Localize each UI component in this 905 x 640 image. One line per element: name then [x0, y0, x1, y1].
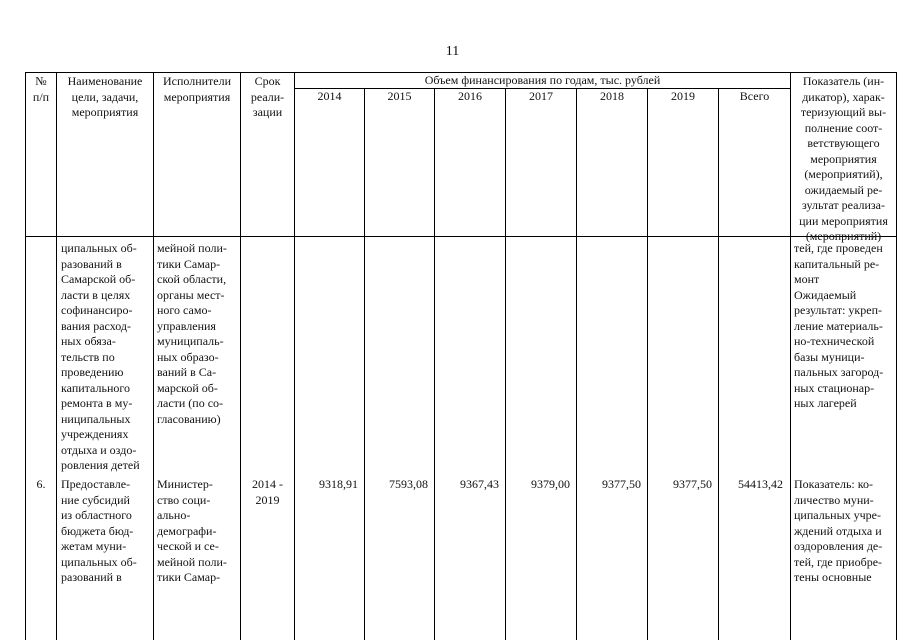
- year-2015: 2015: [387, 89, 412, 103]
- row-6-name: Предоставле- ние субсидий из областного бюджета бюд- жетам муни- ципальных об- разований в: [61, 477, 137, 584]
- year-2014: 2014: [317, 89, 342, 103]
- header-name: Наименование цели, задачи, мероприятия: [67, 74, 143, 119]
- row-6-indicator: Показатель: ко- личество муни- ципальных учре- ждений отдыха и оздоровления де- тей, где приобре- тены основные: [794, 477, 883, 584]
- row-6-value-2015: 7593,08: [389, 477, 428, 491]
- header-num: № п/п: [32, 74, 50, 104]
- year-2019: 2019: [671, 89, 695, 103]
- header-term: Срок реали- зации: [250, 74, 285, 119]
- row-6-term: 2014 - 2019: [252, 477, 283, 507]
- row-6-executors: Министер- ство соци- ально- демографи- ческой и се- мейной поли- тики Самар-: [157, 477, 227, 584]
- row-6-value-2019: 9377,50: [673, 477, 712, 491]
- header-executors: Исполнители мероприятия: [162, 74, 232, 104]
- row-6-value-2017: 9379,00: [531, 477, 570, 491]
- continued-row-executors: мейной поли- тики Самар- ской области, органы мест- ного само- управления муниципаль- ных образо- ваний в Са- марской об- ласти (по со- гласованию): [157, 241, 227, 426]
- year-2017: 2017: [529, 89, 553, 103]
- row-6-value-2018: 9377,50: [602, 477, 641, 491]
- continued-row-indicator: тей, где проведен капитальный ре- монт Ожидаемый результат: укреп- ление материаль- но-технической базы муници- пальных загород- ных стационар- ных лагерей: [794, 241, 884, 410]
- year-total: Всего: [739, 89, 770, 103]
- year-2018: 2018: [600, 89, 624, 103]
- continued-row-name: ципальных об- разований в Самарской об- ласти в целях софинансиро- вания расход- ных обяза- тельств по проведению капитального ремонта в му- ниципальных учреждениях отдыха и оздо- ровления детей: [61, 241, 140, 472]
- row-6-num: 6.: [36, 477, 46, 491]
- row-6-value-2014: 9318,91: [319, 477, 358, 491]
- header-funding-title: Объем финансирования по годам, тыс. рублей: [424, 73, 661, 87]
- year-2016: 2016: [458, 89, 482, 103]
- row-6-value-2016: 9367,43: [460, 477, 499, 491]
- page-number: 11: [445, 44, 460, 59]
- header-indicator: Показатель (ин- дикатор), харак- теризующий вы- полнение соот- ветствующего мероприятия (мероприятий), ожидаемый ре- зультат реализа- ции мероприятия (мероприятий): [799, 74, 888, 243]
- row-6-value-total: 54413,42: [738, 477, 783, 491]
